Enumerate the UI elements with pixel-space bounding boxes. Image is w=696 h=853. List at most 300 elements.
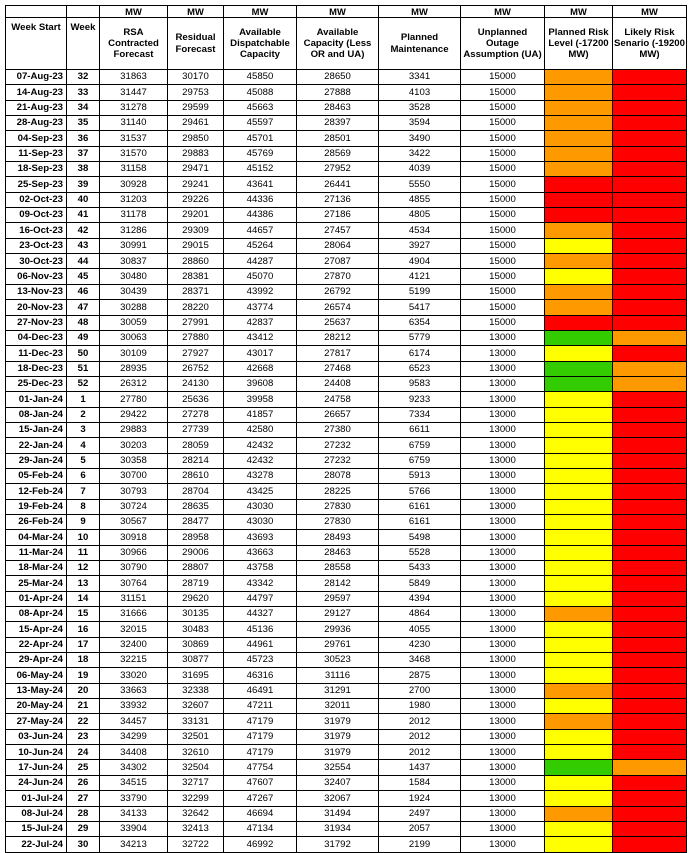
unplanned-outage-cell: 15000: [461, 192, 545, 207]
table-row: [6, 438, 687, 453]
rsa-forecast-cell: 30063: [100, 330, 168, 345]
dispatchable-capacity-cell: 45088: [224, 85, 297, 100]
rsa-forecast-cell: 34213: [100, 837, 168, 852]
rsa-forecast-cell: 34299: [100, 729, 168, 744]
planned-risk-cell: [545, 284, 613, 299]
available-capacity-cell: 31792: [297, 837, 379, 852]
dispatchable-capacity-cell: 44327: [224, 607, 297, 622]
likely-risk-cell: [613, 70, 687, 85]
residual-forecast-cell: 28807: [168, 561, 224, 576]
planned-maintenance-cell: 1437: [379, 760, 461, 775]
unplanned-outage-cell: 15000: [461, 238, 545, 253]
week-cell: 3: [67, 422, 100, 437]
rsa-forecast-cell: 34457: [100, 714, 168, 729]
dispatchable-capacity-cell: 42432: [224, 438, 297, 453]
likely-risk-cell: [613, 208, 687, 223]
planned-risk-cell: [545, 453, 613, 468]
unit-cell: MW: [100, 6, 168, 18]
planned-risk-cell: [545, 775, 613, 790]
table-row: [6, 514, 687, 529]
week-start-cell: 18-Dec-23: [6, 361, 67, 376]
table-row: [6, 607, 687, 622]
week-cell: 12: [67, 561, 100, 576]
likely-risk-cell: [613, 223, 687, 238]
week-cell: 28: [67, 806, 100, 821]
available-capacity-cell: 27830: [297, 514, 379, 529]
planned-maintenance-cell: 4039: [379, 162, 461, 177]
planned-maintenance-cell: 6354: [379, 315, 461, 330]
planned-maintenance-cell: 6523: [379, 361, 461, 376]
week-cell: 17: [67, 637, 100, 652]
likely-risk-cell: [613, 346, 687, 361]
residual-forecast-cell: 29201: [168, 208, 224, 223]
dispatchable-capacity-cell: 45723: [224, 653, 297, 668]
rsa-forecast-cell: 30790: [100, 561, 168, 576]
planned-maintenance-cell: 4055: [379, 622, 461, 637]
planned-risk-cell: [545, 392, 613, 407]
rsa-forecast-cell: 31666: [100, 607, 168, 622]
week-start-cell: 30-Oct-23: [6, 254, 67, 269]
rsa-forecast-cell: 34515: [100, 775, 168, 790]
unplanned-outage-cell: 15000: [461, 254, 545, 269]
likely-risk-cell: [613, 484, 687, 499]
week-cell: 24: [67, 745, 100, 760]
residual-forecast-cell: 28635: [168, 499, 224, 514]
residual-forecast-cell: 32610: [168, 745, 224, 760]
week-cell: 15: [67, 607, 100, 622]
residual-forecast-cell: 27991: [168, 315, 224, 330]
rsa-forecast-cell: 33932: [100, 699, 168, 714]
table-row: [6, 254, 687, 269]
dispatchable-capacity-cell: 45264: [224, 238, 297, 253]
planned-risk-cell: [545, 376, 613, 391]
planned-maintenance-cell: 5433: [379, 561, 461, 576]
available-capacity-cell: 27457: [297, 223, 379, 238]
table-row: [6, 330, 687, 345]
planned-risk-cell: [545, 561, 613, 576]
week-cell: 41: [67, 208, 100, 223]
residual-forecast-cell: 29015: [168, 238, 224, 253]
available-capacity-cell: 31934: [297, 821, 379, 836]
planned-risk-cell: [545, 223, 613, 238]
planned-risk-cell: [545, 683, 613, 698]
planned-risk-cell: [545, 177, 613, 192]
available-capacity-cell: 28463: [297, 545, 379, 560]
week-cell: 49: [67, 330, 100, 345]
likely-risk-cell: [613, 607, 687, 622]
week-start-cell: 16-Oct-23: [6, 223, 67, 238]
week-cell: 26: [67, 775, 100, 790]
table-row: [6, 376, 687, 391]
likely-risk-cell: [613, 622, 687, 637]
available-capacity-cell: 28501: [297, 131, 379, 146]
available-capacity-cell: 24408: [297, 376, 379, 391]
week-start-cell: 01-Jul-24: [6, 791, 67, 806]
planned-risk-cell: [545, 576, 613, 591]
residual-forecast-cell: 29309: [168, 223, 224, 238]
unplanned-outage-cell: 15000: [461, 300, 545, 315]
planned-maintenance-cell: 5498: [379, 530, 461, 545]
residual-forecast-cell: 27880: [168, 330, 224, 345]
col-header-planned-risk-level: Planned Risk Level (-17200 MW): [545, 18, 613, 70]
likely-risk-cell: [613, 453, 687, 468]
likely-risk-cell: [613, 284, 687, 299]
week-start-cell: 24-Jun-24: [6, 775, 67, 790]
planned-maintenance-cell: 6759: [379, 438, 461, 453]
planned-maintenance-cell: 1924: [379, 791, 461, 806]
available-capacity-cell: 27087: [297, 254, 379, 269]
residual-forecast-cell: 28381: [168, 269, 224, 284]
planned-maintenance-cell: 4534: [379, 223, 461, 238]
table-row: [6, 346, 687, 361]
dispatchable-capacity-cell: 46694: [224, 806, 297, 821]
week-cell: 25: [67, 760, 100, 775]
planned-risk-cell: [545, 714, 613, 729]
likely-risk-cell: [613, 837, 687, 852]
rsa-forecast-cell: 31286: [100, 223, 168, 238]
capacity-outlook-table-wrapper: [5, 5, 687, 853]
available-capacity-cell: 27468: [297, 361, 379, 376]
likely-risk-cell: [613, 499, 687, 514]
likely-risk-cell: [613, 85, 687, 100]
planned-maintenance-cell: 4864: [379, 607, 461, 622]
planned-risk-cell: [545, 729, 613, 744]
planned-maintenance-cell: 5913: [379, 468, 461, 483]
table-row: [6, 821, 687, 836]
week-cell: 16: [67, 622, 100, 637]
rsa-forecast-cell: 34302: [100, 760, 168, 775]
planned-risk-cell: [545, 745, 613, 760]
week-cell: 37: [67, 146, 100, 161]
week-start-cell: 05-Feb-24: [6, 468, 67, 483]
residual-forecast-cell: 26752: [168, 361, 224, 376]
dispatchable-capacity-cell: 47211: [224, 699, 297, 714]
residual-forecast-cell: 30135: [168, 607, 224, 622]
residual-forecast-cell: 32338: [168, 683, 224, 698]
rsa-forecast-cell: 34408: [100, 745, 168, 760]
planned-maintenance-cell: 4103: [379, 85, 461, 100]
planned-risk-cell: [545, 668, 613, 683]
residual-forecast-cell: 28371: [168, 284, 224, 299]
likely-risk-cell: [613, 653, 687, 668]
table-row: [6, 407, 687, 422]
dispatchable-capacity-cell: 43693: [224, 530, 297, 545]
col-header-available-dispatchable-capacity: Available Dispatchable Capacity: [224, 18, 297, 70]
week-start-cell: 22-Jul-24: [6, 837, 67, 852]
dispatchable-capacity-cell: 46992: [224, 837, 297, 852]
week-cell: 48: [67, 315, 100, 330]
residual-forecast-cell: 27739: [168, 422, 224, 437]
dispatchable-capacity-cell: 45701: [224, 131, 297, 146]
available-capacity-cell: 28212: [297, 330, 379, 345]
residual-forecast-cell: 29006: [168, 545, 224, 560]
unplanned-outage-cell: 13000: [461, 484, 545, 499]
planned-risk-cell: [545, 514, 613, 529]
col-header-likely-risk-scenario: Likely Risk Senario (-19200 MW): [613, 18, 687, 70]
available-capacity-cell: 28493: [297, 530, 379, 545]
dispatchable-capacity-cell: 43278: [224, 468, 297, 483]
week-cell: 29: [67, 821, 100, 836]
table-row: [6, 760, 687, 775]
likely-risk-cell: [613, 760, 687, 775]
dispatchable-capacity-cell: 47179: [224, 745, 297, 760]
unplanned-outage-cell: 13000: [461, 561, 545, 576]
week-start-cell: 22-Apr-24: [6, 637, 67, 652]
likely-risk-cell: [613, 177, 687, 192]
rsa-forecast-cell: 32215: [100, 653, 168, 668]
rsa-forecast-cell: 31570: [100, 146, 168, 161]
week-start-cell: 11-Mar-24: [6, 545, 67, 560]
unplanned-outage-cell: 15000: [461, 315, 545, 330]
likely-risk-cell: [613, 591, 687, 606]
available-capacity-cell: 26574: [297, 300, 379, 315]
planned-risk-cell: [545, 208, 613, 223]
week-cell: 5: [67, 453, 100, 468]
planned-maintenance-cell: 4904: [379, 254, 461, 269]
planned-maintenance-cell: 6759: [379, 453, 461, 468]
residual-forecast-cell: 29753: [168, 85, 224, 100]
residual-forecast-cell: 32722: [168, 837, 224, 852]
dispatchable-capacity-cell: 43758: [224, 561, 297, 576]
available-capacity-cell: 26657: [297, 407, 379, 422]
dispatchable-capacity-cell: 45152: [224, 162, 297, 177]
residual-forecast-cell: 28719: [168, 576, 224, 591]
week-cell: 40: [67, 192, 100, 207]
unplanned-outage-cell: 15000: [461, 116, 545, 131]
week-cell: 36: [67, 131, 100, 146]
available-capacity-cell: 31494: [297, 806, 379, 821]
planned-maintenance-cell: 3927: [379, 238, 461, 253]
week-cell: 43: [67, 238, 100, 253]
unplanned-outage-cell: 15000: [461, 284, 545, 299]
week-start-cell: 29-Apr-24: [6, 653, 67, 668]
available-capacity-cell: 31979: [297, 745, 379, 760]
likely-risk-cell: [613, 791, 687, 806]
unit-cell: MW: [168, 6, 224, 18]
col-header-available-capacity: Available Capacity (Less OR and UA): [297, 18, 379, 70]
available-capacity-cell: 27380: [297, 422, 379, 437]
residual-forecast-cell: 28477: [168, 514, 224, 529]
rsa-forecast-cell: 26312: [100, 376, 168, 391]
unit-cell: MW: [224, 6, 297, 18]
planned-maintenance-cell: 5766: [379, 484, 461, 499]
table-row: [6, 238, 687, 253]
unplanned-outage-cell: 13000: [461, 453, 545, 468]
residual-forecast-cell: 32717: [168, 775, 224, 790]
week-cell: 23: [67, 729, 100, 744]
unit-cell: MW: [461, 6, 545, 18]
residual-forecast-cell: 28214: [168, 453, 224, 468]
planned-risk-cell: [545, 269, 613, 284]
dispatchable-capacity-cell: 42432: [224, 453, 297, 468]
week-start-cell: 06-Nov-23: [6, 269, 67, 284]
dispatchable-capacity-cell: 46316: [224, 668, 297, 683]
available-capacity-cell: 28650: [297, 70, 379, 85]
rsa-forecast-cell: 32015: [100, 622, 168, 637]
planned-risk-cell: [545, 591, 613, 606]
week-start-cell: 25-Mar-24: [6, 576, 67, 591]
residual-forecast-cell: 29471: [168, 162, 224, 177]
dispatchable-capacity-cell: 42668: [224, 361, 297, 376]
unplanned-outage-cell: 15000: [461, 70, 545, 85]
table-row: [6, 192, 687, 207]
residual-forecast-cell: 30869: [168, 637, 224, 652]
unplanned-outage-cell: 13000: [461, 607, 545, 622]
unplanned-outage-cell: 15000: [461, 208, 545, 223]
unit-cell: MW: [545, 6, 613, 18]
residual-forecast-cell: 25636: [168, 392, 224, 407]
dispatchable-capacity-cell: 44797: [224, 591, 297, 606]
residual-forecast-cell: 28958: [168, 530, 224, 545]
table-row: [6, 453, 687, 468]
dispatchable-capacity-cell: 39608: [224, 376, 297, 391]
rsa-forecast-cell: 33663: [100, 683, 168, 698]
planned-maintenance-cell: 2012: [379, 729, 461, 744]
available-capacity-cell: 28142: [297, 576, 379, 591]
unplanned-outage-cell: 13000: [461, 821, 545, 836]
unplanned-outage-cell: 13000: [461, 591, 545, 606]
unplanned-outage-cell: 13000: [461, 376, 545, 391]
week-start-cell: 20-May-24: [6, 699, 67, 714]
residual-forecast-cell: 33131: [168, 714, 224, 729]
dispatchable-capacity-cell: 47179: [224, 729, 297, 744]
planned-maintenance-cell: 3422: [379, 146, 461, 161]
planned-risk-cell: [545, 468, 613, 483]
rsa-forecast-cell: 30991: [100, 238, 168, 253]
residual-forecast-cell: 32607: [168, 699, 224, 714]
likely-risk-cell: [613, 315, 687, 330]
unplanned-outage-cell: 13000: [461, 346, 545, 361]
planned-maintenance-cell: 6161: [379, 514, 461, 529]
available-capacity-cell: 28225: [297, 484, 379, 499]
week-cell: 52: [67, 376, 100, 391]
planned-maintenance-cell: 3594: [379, 116, 461, 131]
table-row: [6, 545, 687, 560]
table-row: [6, 300, 687, 315]
planned-maintenance-cell: 2012: [379, 745, 461, 760]
rsa-forecast-cell: 31151: [100, 591, 168, 606]
week-cell: 8: [67, 499, 100, 514]
rsa-forecast-cell: 30109: [100, 346, 168, 361]
unplanned-outage-cell: 15000: [461, 100, 545, 115]
residual-forecast-cell: 32504: [168, 760, 224, 775]
unit-cell: MW: [379, 6, 461, 18]
dispatchable-capacity-cell: 43425: [224, 484, 297, 499]
week-cell: 20: [67, 683, 100, 698]
week-cell: 2: [67, 407, 100, 422]
planned-risk-cell: [545, 238, 613, 253]
table-row: [6, 422, 687, 437]
planned-maintenance-cell: 9233: [379, 392, 461, 407]
planned-risk-cell: [545, 254, 613, 269]
unplanned-outage-cell: 13000: [461, 545, 545, 560]
week-start-cell: 13-Nov-23: [6, 284, 67, 299]
dispatchable-capacity-cell: 45850: [224, 70, 297, 85]
available-capacity-cell: 29936: [297, 622, 379, 637]
table-row: [6, 637, 687, 652]
residual-forecast-cell: 29241: [168, 177, 224, 192]
likely-risk-cell: [613, 514, 687, 529]
available-capacity-cell: 24758: [297, 392, 379, 407]
week-start-cell: 23-Oct-23: [6, 238, 67, 253]
week-start-cell: 22-Jan-24: [6, 438, 67, 453]
available-capacity-cell: 28078: [297, 468, 379, 483]
available-capacity-cell: 28397: [297, 116, 379, 131]
likely-risk-cell: [613, 576, 687, 591]
available-capacity-cell: 27888: [297, 85, 379, 100]
available-capacity-cell: 29127: [297, 607, 379, 622]
residual-forecast-cell: 29599: [168, 100, 224, 115]
likely-risk-cell: [613, 254, 687, 269]
table-row: [6, 208, 687, 223]
planned-maintenance-cell: 6611: [379, 422, 461, 437]
week-cell: 32: [67, 70, 100, 85]
planned-risk-cell: [545, 622, 613, 637]
dispatchable-capacity-cell: 47134: [224, 821, 297, 836]
available-capacity-cell: 27232: [297, 438, 379, 453]
available-capacity-cell: 31979: [297, 729, 379, 744]
available-capacity-cell: 27232: [297, 453, 379, 468]
available-capacity-cell: 27186: [297, 208, 379, 223]
table-row: [6, 131, 687, 146]
planned-risk-cell: [545, 837, 613, 852]
week-cell: 4: [67, 438, 100, 453]
rsa-forecast-cell: 31158: [100, 162, 168, 177]
likely-risk-cell: [613, 699, 687, 714]
unplanned-outage-cell: 13000: [461, 422, 545, 437]
unplanned-outage-cell: 15000: [461, 162, 545, 177]
week-start-cell: 29-Jan-24: [6, 453, 67, 468]
week-cell: 13: [67, 576, 100, 591]
rsa-forecast-cell: 30439: [100, 284, 168, 299]
dispatchable-capacity-cell: 44961: [224, 637, 297, 652]
likely-risk-cell: [613, 806, 687, 821]
table-row: [6, 146, 687, 161]
table-row: [6, 668, 687, 683]
residual-forecast-cell: 27278: [168, 407, 224, 422]
residual-forecast-cell: 28610: [168, 468, 224, 483]
dispatchable-capacity-cell: 44386: [224, 208, 297, 223]
planned-risk-cell: [545, 699, 613, 714]
planned-maintenance-cell: 2199: [379, 837, 461, 852]
dispatchable-capacity-cell: 44657: [224, 223, 297, 238]
planned-risk-cell: [545, 637, 613, 652]
dispatchable-capacity-cell: 42580: [224, 422, 297, 437]
rsa-forecast-cell: 30567: [100, 514, 168, 529]
rsa-forecast-cell: 27780: [100, 392, 168, 407]
planned-maintenance-cell: 2875: [379, 668, 461, 683]
rsa-forecast-cell: 30358: [100, 453, 168, 468]
unit-cell: [67, 6, 100, 18]
table-row: [6, 791, 687, 806]
likely-risk-cell: [613, 361, 687, 376]
unplanned-outage-cell: 13000: [461, 653, 545, 668]
rsa-forecast-cell: 28935: [100, 361, 168, 376]
available-capacity-cell: 27136: [297, 192, 379, 207]
week-cell: 30: [67, 837, 100, 852]
planned-risk-cell: [545, 346, 613, 361]
available-capacity-cell: 26441: [297, 177, 379, 192]
unplanned-outage-cell: 13000: [461, 361, 545, 376]
planned-maintenance-cell: 6174: [379, 346, 461, 361]
rsa-forecast-cell: 31140: [100, 116, 168, 131]
unplanned-outage-cell: 15000: [461, 223, 545, 238]
table-row: [6, 653, 687, 668]
planned-maintenance-cell: 5849: [379, 576, 461, 591]
table-row: [6, 70, 687, 85]
table-row: [6, 223, 687, 238]
week-start-cell: 25-Dec-23: [6, 376, 67, 391]
